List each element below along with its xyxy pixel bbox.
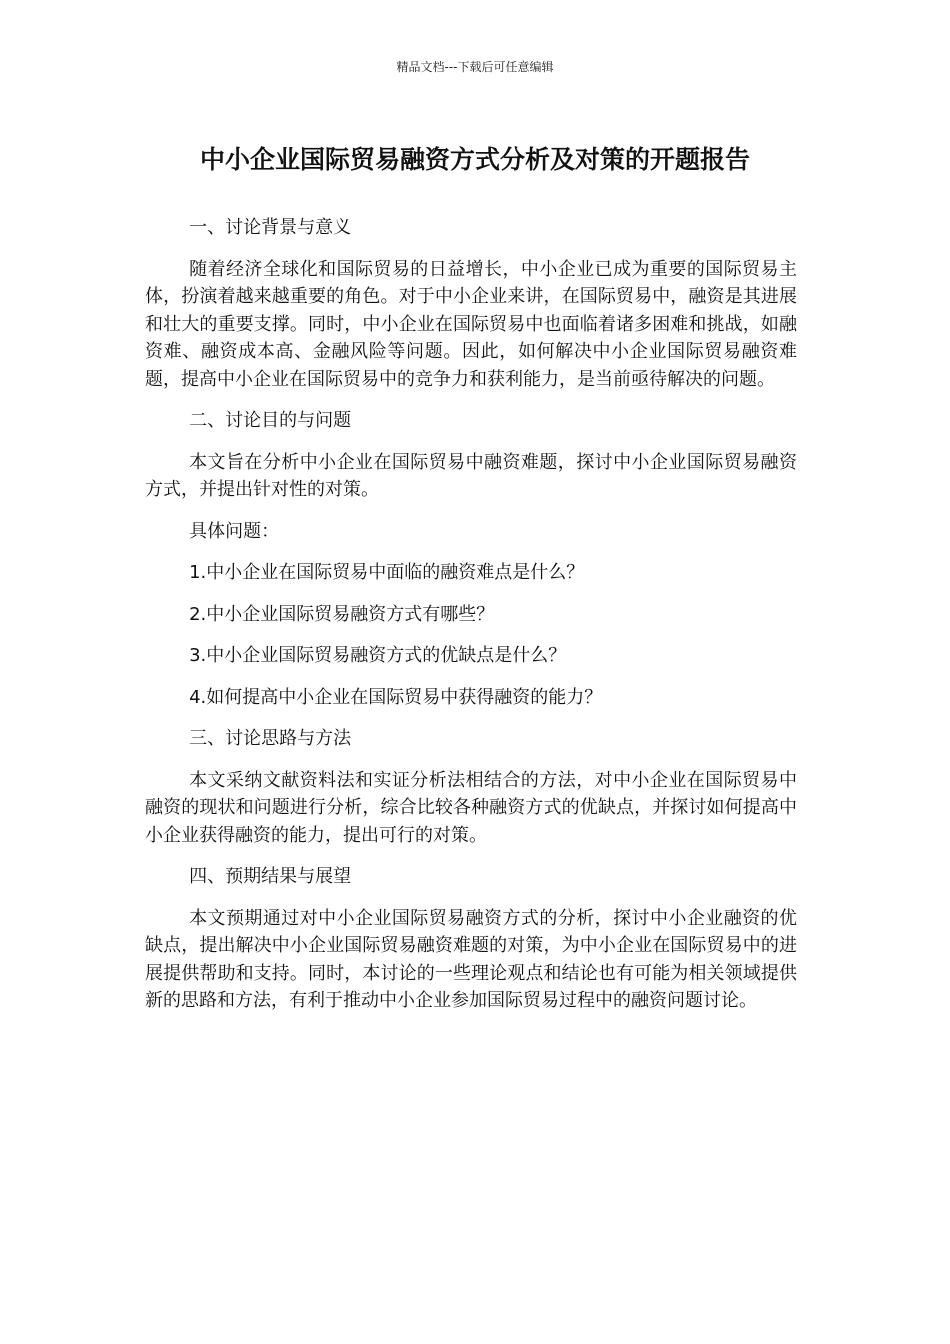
- paragraph-outlook: 本文预期通过对中小企业国际贸易融资方式的分析，探讨中小企业融资的优缺点，提出解决中小企业国际贸易融资难题的对策，为中小企业在国际贸易中的进展提供帮助和支持。同时，本讨论的一些理论观点和结论也有可能为相关领域提供新的思路和方法，有利于推动中小企业参加国际贸易过程中的融资问题讨论。: [145, 907, 797, 1011]
- section-heading-outlook: 四、预期结果与展望: [189, 866, 352, 887]
- question-item: 3.中小企业国际贸易融资方式的优缺点是什么？: [189, 645, 567, 666]
- question-item: 1.中小企业在国际贸易中面临的融资难点是什么？: [189, 562, 585, 583]
- section-heading-purpose: 二、讨论目的与问题: [189, 410, 352, 431]
- specific-questions-label: 具体问题：: [189, 520, 280, 542]
- section-heading-background: 一、讨论背景与意义: [189, 217, 352, 238]
- paragraph-methods: 本文采纳文献资料法和实证分析法相结合的方法，对中小企业在国际贸易中融资的现状和问题进行分析，综合比较各种融资方式的优缺点，并探讨如何提高中小企业获得融资的能力，提出可行的对策。: [145, 769, 797, 846]
- page-header: 精品文档---下载后可任意编辑: [396, 60, 554, 74]
- document-title: 中小企业国际贸易融资方式分析及对策的开题报告: [199, 145, 750, 174]
- question-item: 4.如何提高中小企业在国际贸易中获得融资的能力？: [189, 686, 603, 708]
- question-item: 2.中小企业国际贸易融资方式有哪些？: [189, 603, 495, 625]
- paragraph-purpose: 本文旨在分析中小企业在国际贸易中融资难题，探讨中小企业国际贸易融资方式，并提出针对性的对策。: [145, 451, 797, 500]
- paragraph-background: 随着经济全球化和国际贸易的日益增长，中小企业已成为重要的国际贸易主体，扮演着越来越重要的角色。对于中小企业来讲，在国际贸易中，融资是其进展和壮大的重要支撑。同时，中小企业在国际贸易中也面临着诸多困难和挑战，如融资难、融资成本高、金融风险等问题。因此，如何解决中小企业国际贸易融资难题，提高中小企业在国际贸易中的竞争力和获利能力，是当前亟待解决的问题。: [145, 258, 797, 390]
- document-body: [145, 214, 797, 1029]
- section-heading-methods: 三、讨论思路与方法: [189, 728, 352, 749]
